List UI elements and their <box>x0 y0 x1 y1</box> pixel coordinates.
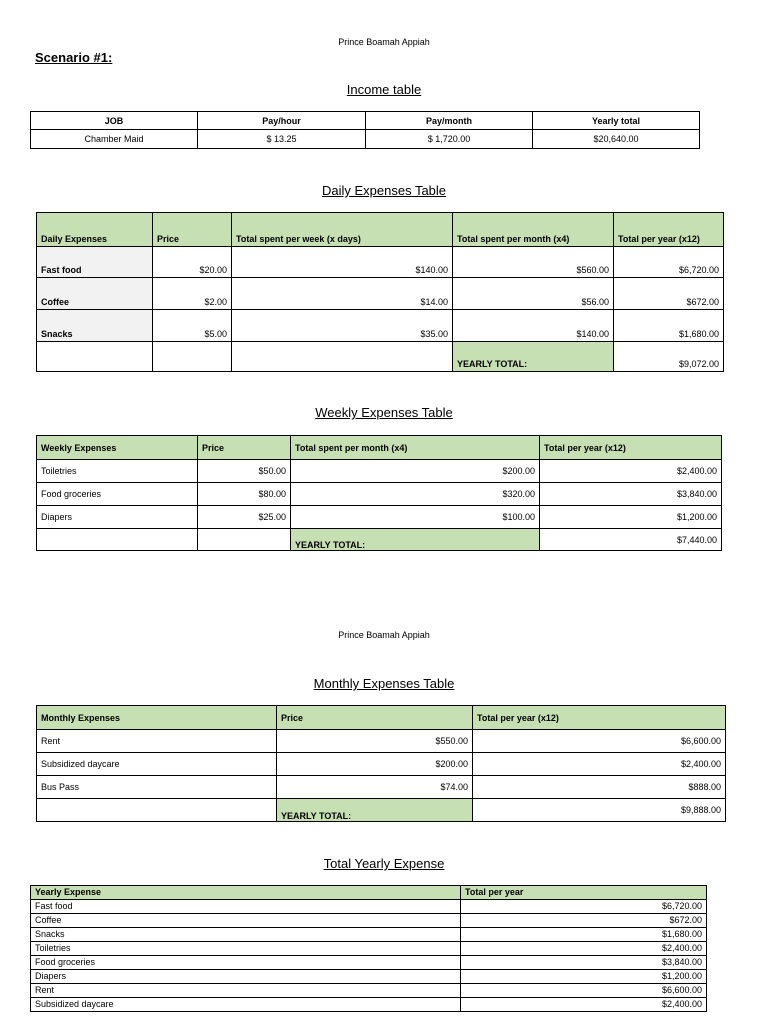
yearly-total: $1,680.00 <box>461 928 707 942</box>
monthly-year: $6,600.00 <box>473 730 726 753</box>
weekly-month: $320.00 <box>291 483 540 506</box>
yearly-item: Fast food <box>31 900 461 914</box>
author-name-page-2: Prince Boamah Appiah <box>338 630 430 640</box>
daily-week: $14.00 <box>232 278 453 310</box>
monthly-empty-cell <box>37 799 277 822</box>
daily-empty-cell <box>232 342 453 372</box>
income-table-title: Income table <box>346 82 422 97</box>
yearly-item: Diapers <box>31 970 461 984</box>
daily-month: $560.00 <box>453 247 614 278</box>
daily-week: $35.00 <box>232 310 453 342</box>
daily-header-price: Price <box>153 213 232 247</box>
weekly-year: $3,840.00 <box>540 483 722 506</box>
daily-header-month: Total spent per month (x4) <box>453 213 614 247</box>
daily-year: $6,720.00 <box>614 247 724 278</box>
table-row <box>31 900 707 914</box>
yearly-item: Snacks <box>31 928 461 942</box>
author-name: Prince Boamah Appiah <box>338 37 430 47</box>
income-pay-month: $ 1,720.00 <box>366 130 533 149</box>
daily-table-title: Daily Expenses Table <box>321 183 447 198</box>
daily-empty-cell <box>37 342 153 372</box>
monthly-item: Bus Pass <box>37 776 277 799</box>
monthly-total-value: $9,888.00 <box>473 799 726 822</box>
monthly-table-title: Monthly Expenses Table <box>313 676 455 691</box>
yearly-total: $6,720.00 <box>461 900 707 914</box>
weekly-empty-cell <box>37 529 198 551</box>
monthly-total-label: YEARLY TOTAL: <box>277 799 473 822</box>
yearly-header-total: Total per year <box>461 886 707 900</box>
daily-year: $1,680.00 <box>614 310 724 342</box>
weekly-price: $50.00 <box>198 460 291 483</box>
weekly-empty-cell <box>198 529 291 551</box>
table-row <box>31 942 707 956</box>
weekly-total-value: $7,440.00 <box>540 529 722 551</box>
monthly-item: Subsidized daycare <box>37 753 277 776</box>
table-row <box>37 460 722 483</box>
monthly-expenses-table <box>36 705 726 822</box>
weekly-item: Diapers <box>37 506 198 529</box>
table-row <box>37 776 726 799</box>
income-job: Chamber Maid <box>31 130 198 149</box>
table-row <box>31 998 707 1012</box>
income-table <box>30 111 700 149</box>
income-pay-hour: $ 13.25 <box>198 130 366 149</box>
table-row <box>37 310 724 342</box>
daily-price: $5.00 <box>153 310 232 342</box>
monthly-header-year: Total per year (x12) <box>473 706 726 730</box>
weekly-header-item: Weekly Expenses <box>37 436 198 460</box>
yearly-total: $1,200.00 <box>461 970 707 984</box>
table-row <box>37 799 726 822</box>
daily-item: Coffee <box>37 278 153 310</box>
table-row <box>37 529 722 551</box>
daily-item: Fast food <box>37 247 153 278</box>
yearly-expense-table <box>30 885 707 1012</box>
daily-price: $2.00 <box>153 278 232 310</box>
table-row <box>31 928 707 942</box>
monthly-header-price: Price <box>277 706 473 730</box>
daily-month: $56.00 <box>453 278 614 310</box>
weekly-item: Toiletries <box>37 460 198 483</box>
weekly-expenses-table <box>36 435 722 551</box>
table-row <box>37 278 724 310</box>
yearly-total: $6,600.00 <box>461 984 707 998</box>
weekly-year: $2,400.00 <box>540 460 722 483</box>
yearly-total: $672.00 <box>461 914 707 928</box>
daily-total-label: YEARLY TOTAL: <box>453 342 614 372</box>
weekly-header-month: Total spent per month (x4) <box>291 436 540 460</box>
monthly-year: $888.00 <box>473 776 726 799</box>
weekly-month: $200.00 <box>291 460 540 483</box>
weekly-price: $80.00 <box>198 483 291 506</box>
daily-item: Snacks <box>37 310 153 342</box>
daily-year: $672.00 <box>614 278 724 310</box>
daily-header-year: Total per year (x12) <box>614 213 724 247</box>
yearly-total: $3,840.00 <box>461 956 707 970</box>
income-header-job: JOB <box>31 112 198 130</box>
weekly-month: $100.00 <box>291 506 540 529</box>
weekly-total-label: YEARLY TOTAL: <box>291 529 540 551</box>
monthly-header-item: Monthly Expenses <box>37 706 277 730</box>
table-row <box>31 970 707 984</box>
yearly-item: Toiletries <box>31 942 461 956</box>
table-row <box>37 753 726 776</box>
table-row <box>31 914 707 928</box>
yearly-header-item: Yearly Expense <box>31 886 461 900</box>
monthly-year: $2,400.00 <box>473 753 726 776</box>
yearly-item: Coffee <box>31 914 461 928</box>
monthly-price: $550.00 <box>277 730 473 753</box>
daily-price: $20.00 <box>153 247 232 278</box>
weekly-price: $25.00 <box>198 506 291 529</box>
weekly-header-year: Total per year (x12) <box>540 436 722 460</box>
income-header-yearly-total: Yearly total <box>533 112 700 130</box>
income-header-pay-month: Pay/month <box>366 112 533 130</box>
table-row <box>37 483 722 506</box>
weekly-header-price: Price <box>198 436 291 460</box>
yearly-item: Subsidized daycare <box>31 998 461 1012</box>
income-header-pay-hour: Pay/hour <box>198 112 366 130</box>
monthly-price: $200.00 <box>277 753 473 776</box>
daily-empty-cell <box>153 342 232 372</box>
weekly-year: $1,200.00 <box>540 506 722 529</box>
yearly-item: Food groceries <box>31 956 461 970</box>
weekly-item: Food groceries <box>37 483 198 506</box>
table-row <box>37 342 724 372</box>
daily-header-item: Daily Expenses <box>37 213 153 247</box>
table-row <box>37 247 724 278</box>
daily-month: $140.00 <box>453 310 614 342</box>
table-row <box>37 730 726 753</box>
yearly-total: $2,400.00 <box>461 942 707 956</box>
income-yearly-total: $20,640.00 <box>533 130 700 149</box>
daily-total-value: $9,072.00 <box>614 342 724 372</box>
daily-week: $140.00 <box>232 247 453 278</box>
yearly-total: $2,400.00 <box>461 998 707 1012</box>
table-row <box>31 984 707 998</box>
yearly-table-title: Total Yearly Expense <box>323 856 445 871</box>
weekly-table-title: Weekly Expenses Table <box>315 405 453 420</box>
table-row <box>31 956 707 970</box>
table-row <box>37 506 722 529</box>
yearly-item: Rent <box>31 984 461 998</box>
scenario-heading: Scenario #1: <box>35 50 113 65</box>
monthly-item: Rent <box>37 730 277 753</box>
monthly-price: $74.00 <box>277 776 473 799</box>
daily-header-week: Total spent per week (x days) <box>232 213 453 247</box>
daily-expenses-table <box>36 212 724 372</box>
